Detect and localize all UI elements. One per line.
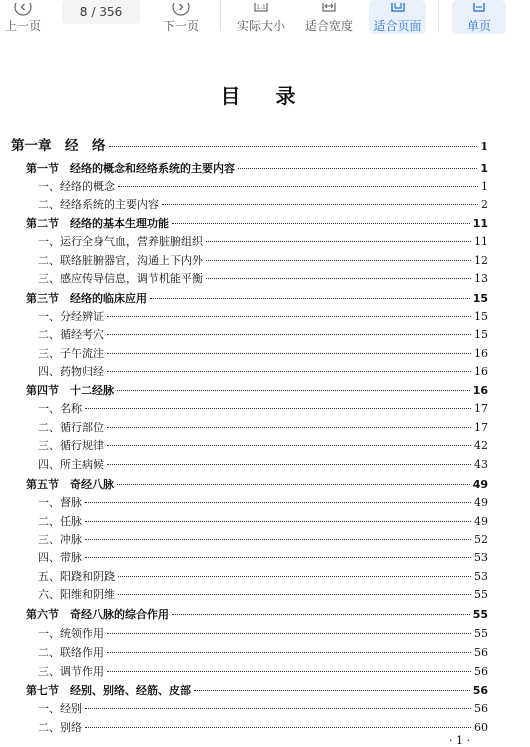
toc-entry-page: 49 (472, 478, 488, 491)
toc-leader-dots (107, 353, 471, 354)
toc-entry-title: 四、带脉 (38, 551, 82, 564)
toc-entry-title: 三、子午流注 (38, 347, 104, 360)
toc-leader-dots (85, 708, 471, 709)
toc-entry-title: 第二节 经络的基本生理功能 (26, 217, 169, 230)
chevron-left-icon (14, 3, 32, 17)
toc-entry-title: 二、经络系统的主要内容 (38, 198, 159, 211)
svg-text:1:1: 1:1 (256, 4, 266, 11)
toc-entry-page: 11 (472, 217, 488, 230)
toc-item-row[interactable] (38, 400, 488, 416)
toc-leader-dots (85, 727, 471, 728)
single-page-label: 单页 (466, 19, 491, 33)
toc-entry-page: 55 (474, 627, 488, 640)
fit-width-icon (320, 3, 338, 17)
toc-leader-dots (162, 204, 478, 205)
page-title: 目 录 (220, 84, 310, 108)
toc-entry-title: 一、经别 (38, 702, 82, 715)
toc-entry-page: 42 (474, 439, 488, 452)
toc-entry-title: 第六节 奇经八脉的综合作用 (26, 608, 169, 621)
toc-entry-title: 二、循经考穴 (38, 328, 104, 341)
actual-size-button[interactable] (234, 0, 288, 34)
toc-entry-title: 第七节 经别、别络、经筋、皮部 (26, 684, 191, 697)
toc-leader-dots (206, 278, 471, 279)
toc-leader-dots (206, 260, 471, 261)
toc-entry-page: 55 (472, 608, 488, 621)
toc-entry-page: 11 (474, 235, 488, 248)
toc-entry-page: 55 (474, 588, 488, 601)
toc-entry-page: 60 (474, 721, 488, 734)
toc-item-row[interactable] (38, 586, 488, 602)
toc-entry-title: 一、督脉 (38, 496, 82, 509)
toc-item-row[interactable] (38, 196, 488, 212)
toc-item-row[interactable] (38, 513, 488, 529)
toc-entry-page: 49 (474, 515, 488, 528)
prev-page-label: 上一页 (4, 19, 41, 33)
toc-leader-dots (85, 502, 471, 503)
prev-page-button[interactable] (2, 0, 44, 34)
toc-item-row[interactable] (38, 719, 488, 735)
toc-entry-page: 49 (474, 496, 488, 509)
actual-size-icon (252, 3, 270, 17)
fit-page-button[interactable] (369, 0, 426, 34)
toc-item-row[interactable] (38, 419, 488, 435)
page-number: · 1 · (449, 734, 470, 747)
toc-entry-page: 52 (474, 533, 488, 546)
toc-entry-page: 1 (481, 180, 488, 193)
toc-entry-title: 第三节 经络的临床应用 (26, 292, 147, 305)
toc-section-row[interactable] (26, 382, 488, 398)
page-indicator[interactable] (62, 0, 140, 24)
toc-item-row[interactable] (38, 531, 488, 547)
toc-entry-page: 43 (474, 458, 488, 471)
toc-leader-dots (85, 539, 471, 540)
fit-page-label: 适合页面 (373, 19, 422, 33)
toc-leader-dots (206, 241, 471, 242)
toc-leader-dots (118, 594, 471, 595)
toc-entry-page: 56 (472, 684, 488, 697)
toc-leader-dots (117, 484, 470, 485)
toc-entry-title: 三、循行规律 (38, 439, 104, 452)
toc-entry-title: 二、循行部位 (38, 421, 104, 434)
toolbar-divider (220, 0, 221, 30)
toc-entry-page: 56 (474, 646, 488, 659)
toc-item-row[interactable] (38, 549, 488, 565)
toc-leader-dots (107, 316, 471, 317)
toc-item-row[interactable] (38, 270, 488, 286)
toc-leader-dots (194, 690, 470, 691)
toc-leader-dots (85, 521, 471, 522)
toc-entry-page: 56 (474, 665, 488, 678)
single-page-icon (470, 3, 488, 17)
toc-entry-title: 二、别络 (38, 721, 82, 734)
toc-entry-title: 二、任脉 (38, 515, 82, 528)
toc-section-row[interactable] (26, 606, 488, 622)
toc-entry-title: 第四节 十二经脉 (26, 384, 114, 397)
toc-leader-dots (172, 614, 470, 615)
toc-entry-page: 15 (474, 328, 488, 341)
toc-entry-page: 13 (474, 272, 488, 285)
toc-entry-title: 六、阳维和阴维 (38, 588, 115, 601)
toc-item-row[interactable] (38, 326, 488, 342)
toc-entry-title: 二、联络作用 (38, 646, 104, 659)
toc-item-row[interactable] (38, 437, 488, 453)
toc-entry-title: 二、联络脏腑器官，沟通上下内外 (38, 254, 203, 267)
toc-leader-dots (85, 408, 471, 409)
toc-entry-page: 15 (472, 292, 488, 305)
toc-item-row[interactable] (38, 345, 488, 361)
toc-entry-title: 四、所主病候 (38, 458, 104, 471)
next-page-label: 下一页 (162, 19, 199, 33)
toc-item-row[interactable] (38, 494, 488, 510)
toc-leader-dots (85, 557, 471, 558)
fit-width-button[interactable] (302, 0, 356, 34)
toc-entry-page: 56 (474, 702, 488, 715)
toc-item-row[interactable] (38, 363, 488, 379)
toc-entry-title: 一、统领作用 (38, 627, 104, 640)
toc-item-row[interactable] (38, 644, 488, 660)
toc-leader-dots (107, 371, 471, 372)
toc-leader-dots (117, 390, 470, 391)
toc-entry-page: 17 (474, 402, 488, 415)
actual-size-label: 实际大小 (236, 19, 285, 33)
toc-leader-dots (107, 427, 471, 428)
toc-item-row[interactable] (38, 233, 488, 249)
page-total: / 356 (91, 5, 123, 19)
toc-entry-title: 一、经络的概念 (38, 180, 115, 193)
toc-entry-page: 16 (472, 384, 488, 397)
toc-leader-dots (118, 186, 478, 187)
toc-section-row[interactable] (26, 682, 488, 698)
toc-leader-dots (107, 671, 471, 672)
toc-entry-page: 16 (474, 365, 488, 378)
toc-entry-page: 15 (474, 310, 488, 323)
toc-entry-title: 三、调节作用 (38, 665, 104, 678)
toc-leader-dots (172, 223, 470, 224)
toc-entry-title: 第一章 经 络 (11, 138, 106, 154)
toolbar-divider (438, 0, 439, 30)
toc-item-row[interactable] (38, 252, 488, 268)
toc-section-row[interactable] (26, 215, 488, 231)
toc-entry-title: 一、分经辨证 (38, 310, 104, 323)
toc-leader-dots (107, 334, 471, 335)
toc-section-row[interactable] (26, 160, 488, 176)
toc-item-row[interactable] (38, 308, 488, 324)
toc-leader-dots (107, 464, 471, 465)
toc-leader-dots (118, 576, 471, 577)
toc-entry-title: 一、名称 (38, 402, 82, 415)
toc-chapter-row[interactable] (11, 134, 488, 154)
toc-section-row[interactable] (26, 476, 488, 492)
toc-section-row[interactable] (26, 290, 488, 306)
toc-entry-title: 三、冲脉 (38, 533, 82, 546)
toc-entry-page: 53 (474, 570, 488, 583)
toc-item-row[interactable] (38, 700, 488, 716)
toc-entry-title: 四、药物归经 (38, 365, 104, 378)
toc-item-row[interactable] (38, 568, 488, 584)
toc-entry-title: 第一节 经络的概念和经络系统的主要内容 (26, 162, 235, 175)
toc-item-row[interactable] (38, 456, 488, 472)
toc-entry-page: 2 (481, 198, 488, 211)
fit-page-icon (389, 3, 407, 17)
toc-entry-page: 1 (480, 140, 488, 153)
toc-leader-dots (150, 298, 470, 299)
toc-leader-dots (238, 168, 477, 169)
toc-entry-title: 三、感应传导信息，调节机能平衡 (38, 272, 203, 285)
toc-leader-dots (107, 633, 471, 634)
fit-width-label: 适合宽度 (304, 19, 353, 33)
toc-leader-dots (109, 146, 478, 147)
toc-entry-title: 五、阳跷和阴跷 (38, 570, 115, 583)
page-current-input[interactable]: 8 (79, 5, 88, 19)
next-page-button[interactable] (160, 0, 202, 34)
toc-item-row[interactable] (38, 625, 488, 641)
toc-item-row[interactable] (38, 178, 488, 194)
toc-entry-title: 第五节 奇经八脉 (26, 478, 114, 491)
toc-leader-dots (107, 445, 471, 446)
toc-entry-page: 17 (474, 421, 488, 434)
toc-entry-page: 12 (474, 254, 488, 267)
toc-entry-title: 一、运行全身气血，营养脏腑组织 (38, 235, 203, 248)
toc-item-row[interactable] (38, 663, 488, 679)
toc-entry-page: 16 (474, 347, 488, 360)
viewer-toolbar (0, 0, 530, 36)
toc-entry-page: 53 (474, 551, 488, 564)
single-page-button[interactable] (452, 0, 506, 34)
chevron-right-icon (172, 3, 190, 17)
toc-entry-page: 1 (480, 162, 488, 175)
toc-leader-dots (107, 652, 471, 653)
